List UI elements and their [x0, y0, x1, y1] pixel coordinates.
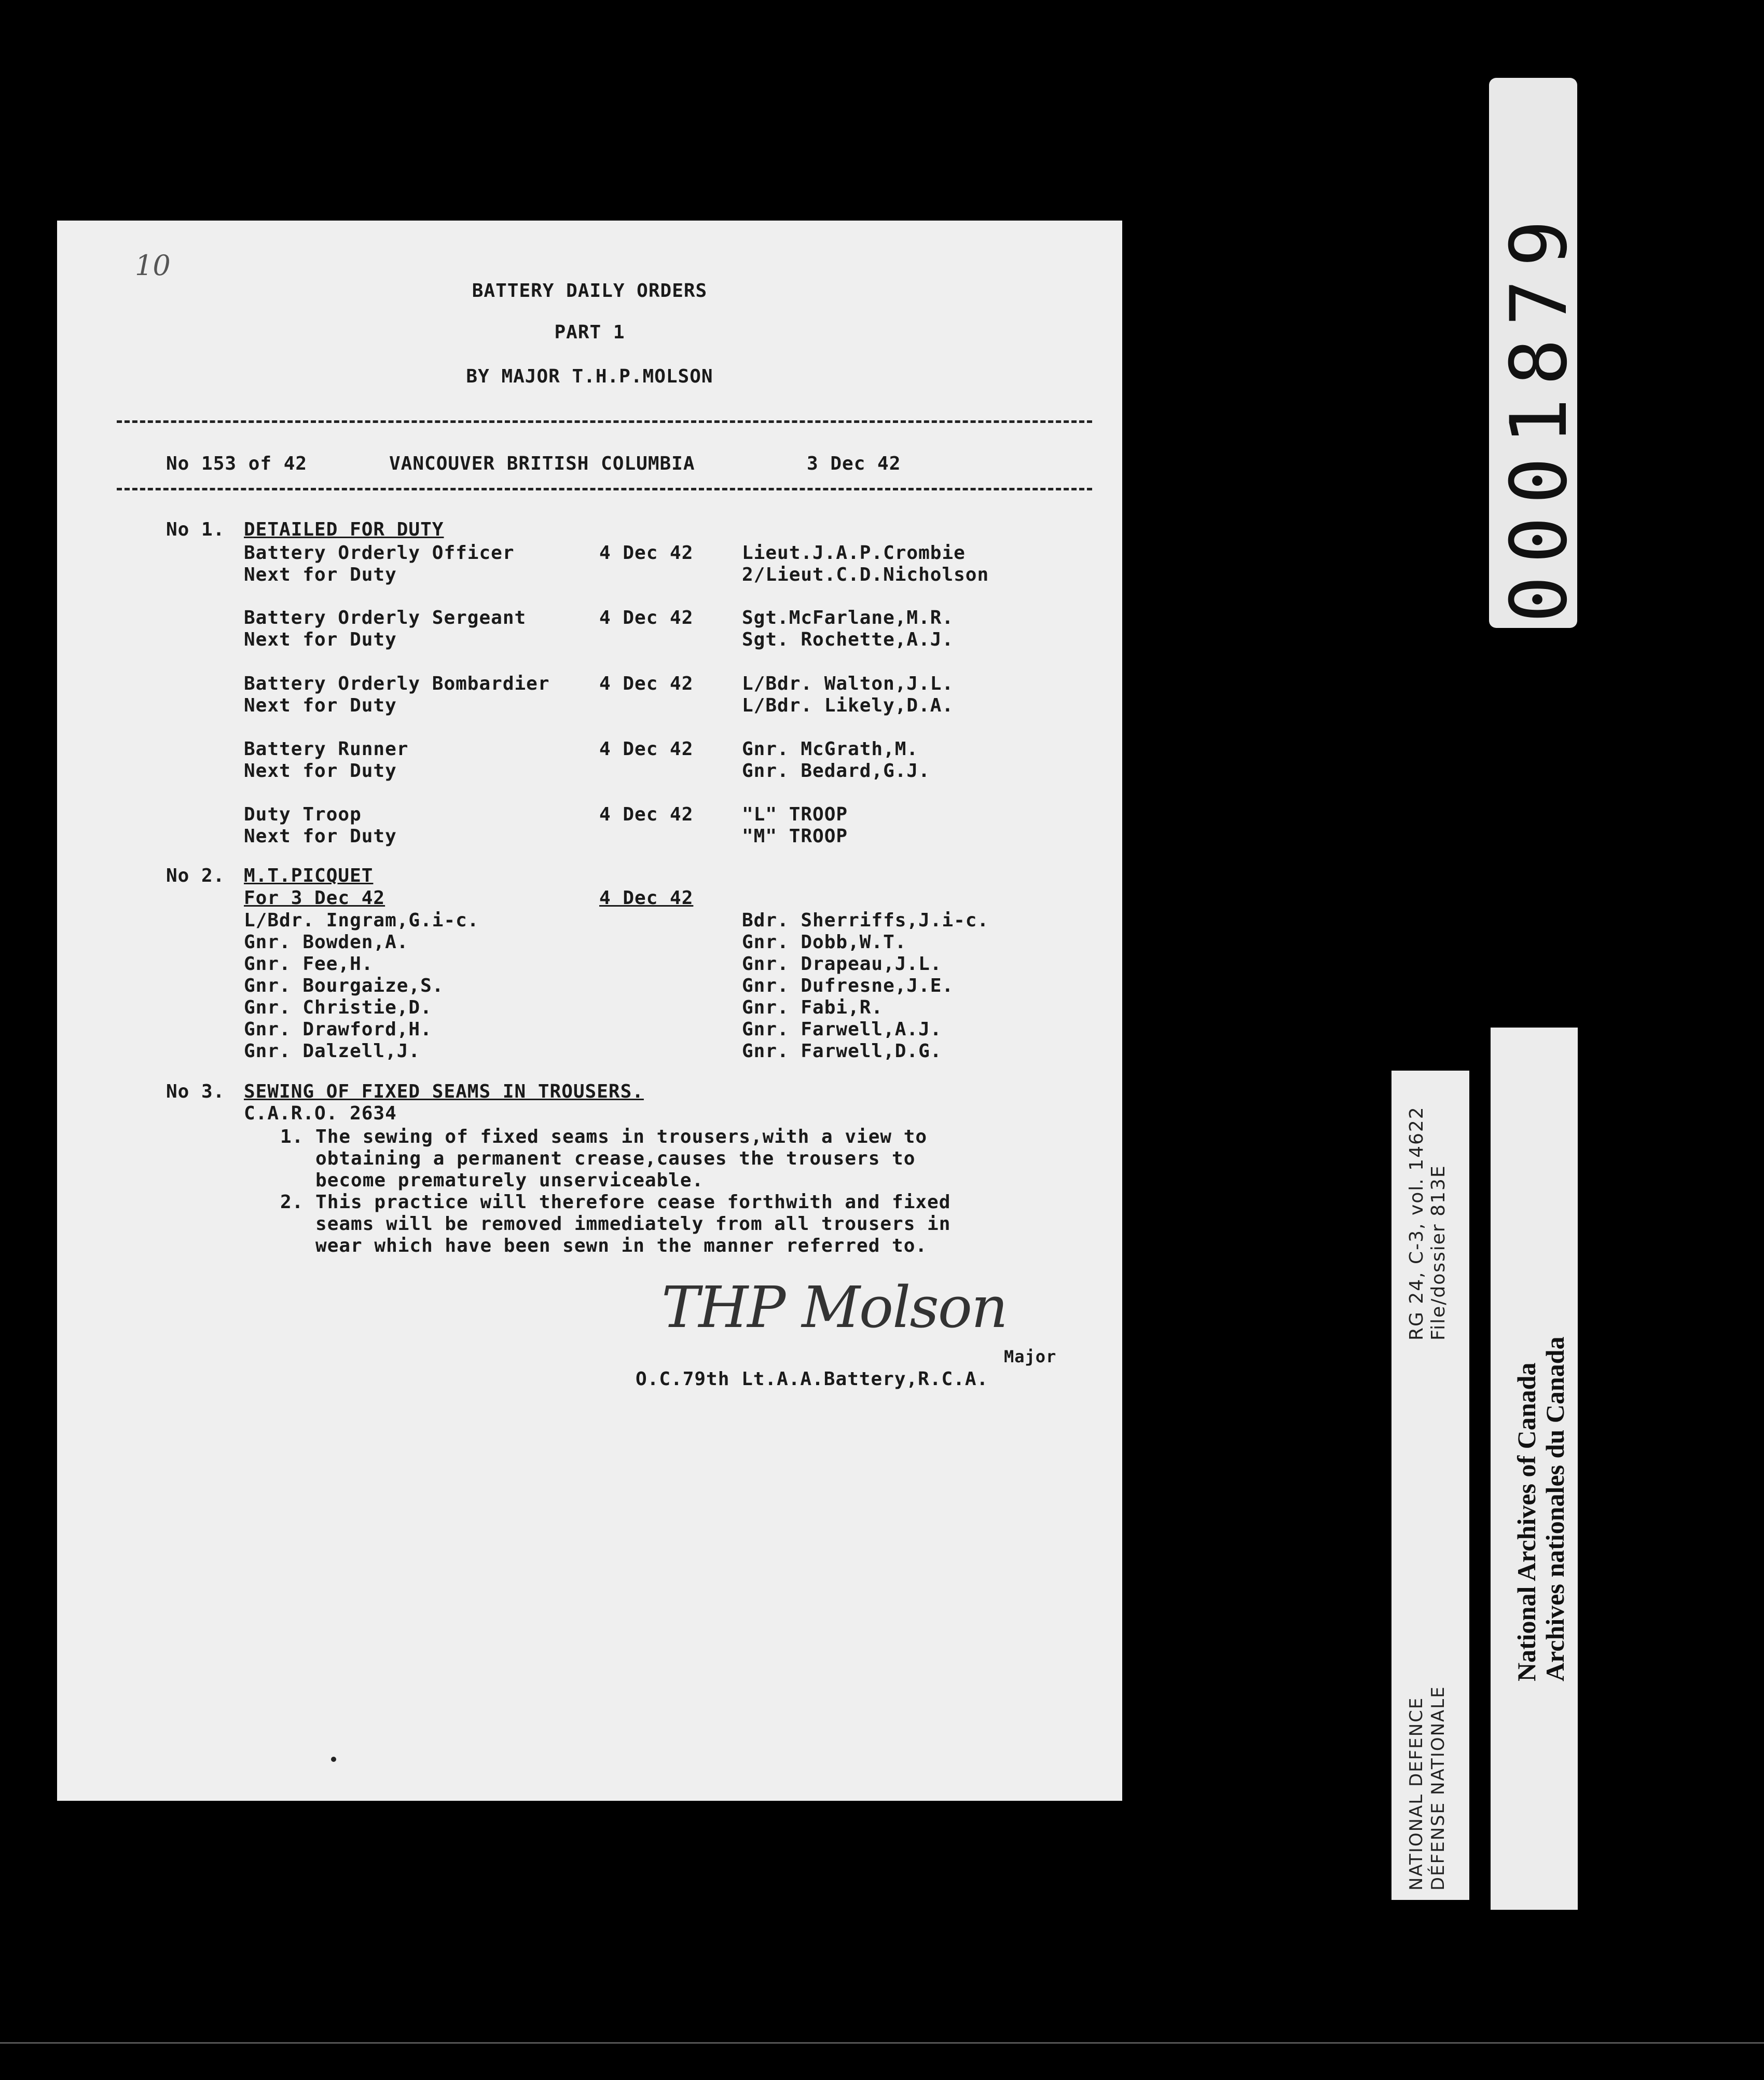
picquet-right-member: Bdr. Sherriffs,J.i-c.: [742, 910, 989, 931]
section3-title: SEWING OF FIXED SEAMS IN TROUSERS.: [244, 1081, 644, 1102]
handwritten-signature: THP Molson: [662, 1274, 1007, 1340]
department-fr: DÉFENSE NATIONALE: [1428, 1686, 1449, 1891]
section3-line: become prematurely unserviceable.: [280, 1170, 704, 1191]
section3-line: seams will be removed immediately from all trousers in: [280, 1213, 951, 1235]
order-number: No 153 of 42: [166, 453, 308, 474]
duty-role: Duty Troop: [244, 804, 362, 825]
section3-line: 1. The sewing of fixed seams in trousers,with a view to: [280, 1126, 928, 1147]
archive-file: File/dossier 813E: [1428, 1165, 1449, 1340]
order-date: 3 Dec 42: [807, 453, 901, 474]
duty-name: L/Bdr. Walton,J.L.: [742, 673, 954, 694]
national-archives-strip: [1491, 1028, 1578, 1910]
picquet-left-member: Gnr. Fee,H.: [244, 953, 374, 975]
national-archives-en: National Archives of Canada: [1512, 1362, 1541, 1681]
page-dot: [331, 1757, 336, 1762]
picquet-left-member: L/Bdr. Ingram,G.i-c.: [244, 910, 479, 931]
picquet-left-member: Gnr. Christie,D.: [244, 997, 432, 1018]
section2-title: M.T.PICQUET: [244, 865, 374, 886]
section2-number: No 2.: [166, 865, 225, 886]
section3-line: wear which have been sewn in the manner referred to.: [280, 1235, 928, 1256]
picquet-right-member: Gnr. Fabi,R.: [742, 997, 884, 1018]
duty-role: Next for Duty: [244, 760, 397, 782]
section2-date: 4 Dec 42: [599, 887, 694, 909]
duty-name: Lieut.J.A.P.Crombie: [742, 542, 966, 564]
frame-number-strip: [1489, 78, 1584, 628]
picquet-right-member: Gnr. Farwell,A.J.: [742, 1019, 942, 1040]
department-en: NATIONAL DEFENCE: [1406, 1696, 1427, 1891]
picquet-left-member: Gnr. Bowden,A.: [244, 932, 409, 953]
picquet-right-member: Gnr. Dufresne,J.E.: [742, 975, 954, 996]
duty-name: Gnr. Bedard,G.J.: [742, 760, 930, 782]
pencil-mark: 10: [135, 249, 171, 282]
section3-line: 2. This practice will therefore cease forthwith and fixed: [280, 1192, 951, 1213]
signature-rank: Major: [1004, 1347, 1057, 1366]
picquet-right-member: Gnr. Drapeau,J.L.: [742, 953, 942, 975]
section3-number: No 3.: [166, 1081, 225, 1102]
document-author: BY MAJOR T.H.P.MOLSON: [466, 366, 713, 387]
duty-role: Next for Duty: [244, 695, 397, 716]
section2-subtitle: For 3 Dec 42: [244, 887, 385, 909]
picquet-right-member: Gnr. Farwell,D.G.: [742, 1041, 942, 1062]
signature-unit: O.C.79th Lt.A.A.Battery,R.C.A.: [636, 1369, 989, 1390]
order-location: VANCOUVER BRITISH COLUMBIA: [389, 453, 695, 474]
duty-name: Sgt.McFarlane,M.R.: [742, 607, 954, 628]
duty-name: "L" TROOP: [742, 804, 848, 825]
picquet-left-member: Gnr. Dalzell,J.: [244, 1041, 421, 1062]
duty-name: Gnr. McGrath,M.: [742, 738, 919, 760]
duty-role: Battery Runner: [244, 738, 409, 760]
duty-name: L/Bdr. Likely,D.A.: [742, 695, 954, 716]
duty-date: 4 Dec 42: [599, 804, 694, 825]
duty-name: "M" TROOP: [742, 826, 848, 847]
section1-number: No 1.: [166, 519, 225, 540]
national-archives-fr: Archives nationales du Canada: [1540, 1336, 1569, 1681]
picquet-right-member: Gnr. Dobb,W.T.: [742, 932, 907, 953]
duty-role: Next for Duty: [244, 629, 397, 650]
duty-role: Next for Duty: [244, 564, 397, 585]
duty-role: Battery Orderly Officer: [244, 542, 515, 564]
scan-edge-line: [0, 2042, 1764, 2044]
picquet-left-member: Gnr. Drawford,H.: [244, 1019, 432, 1040]
duty-role: Battery Orderly Bombardier: [244, 673, 550, 694]
divider-top: [117, 420, 1092, 423]
duty-date: 4 Dec 42: [599, 542, 694, 564]
duty-role: Next for Duty: [244, 826, 397, 847]
frame-number: 0001879: [1494, 207, 1584, 623]
section3-reference: C.A.R.O. 2634: [244, 1103, 397, 1124]
section3-line: obtaining a permanent crease,causes the trousers to: [280, 1148, 916, 1169]
duty-date: 4 Dec 42: [599, 673, 694, 694]
section1-title: DETAILED FOR DUTY: [244, 519, 444, 540]
duty-role: Battery Orderly Sergeant: [244, 607, 527, 628]
duty-date: 4 Dec 42: [599, 738, 694, 760]
divider-bottom: [117, 488, 1092, 490]
duty-name: Sgt. Rochette,A.J.: [742, 629, 954, 650]
document-title: BATTERY DAILY ORDERS: [472, 280, 708, 302]
archive-label-strip: [1391, 1071, 1469, 1900]
document-part: PART 1: [554, 322, 625, 343]
archive-reference: RG 24, C-3, vol. 14622: [1406, 1106, 1427, 1340]
duty-name: 2/Lieut.C.D.Nicholson: [742, 564, 989, 585]
duty-date: 4 Dec 42: [599, 607, 694, 628]
order-document: [57, 221, 1122, 1801]
picquet-left-member: Gnr. Bourgaize,S.: [244, 975, 444, 996]
